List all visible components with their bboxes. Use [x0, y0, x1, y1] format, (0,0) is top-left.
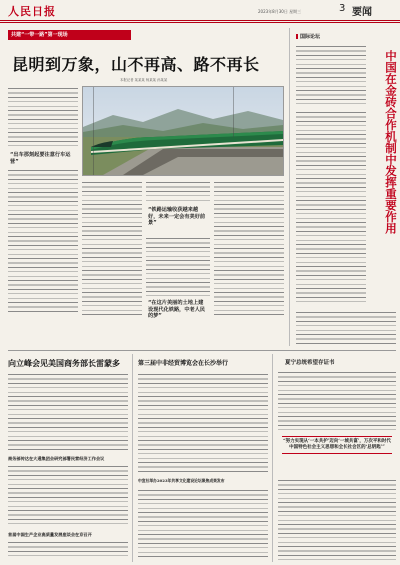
masthead-rule-thin — [0, 22, 400, 23]
series-tag: 共建“一带一路”第一现场 — [8, 30, 131, 40]
section-label: 国际论坛 — [300, 34, 321, 40]
bottom-divider-1 — [132, 354, 133, 562]
column-divider — [289, 28, 290, 346]
section-marker — [296, 34, 298, 39]
bottom-text-1 — [8, 372, 128, 452]
subhead-3: “在这片美丽的土地上建设现代化铁路，中老人民的梦” — [148, 300, 206, 320]
subhead-2: “铁路运输收获越来越好，未来一定会有美好前景” — [148, 207, 206, 227]
issue-date: 2023年8月30日 星期三 — [258, 9, 302, 14]
pull-quote-text: “努力实现从‘一本共护’迈向‘一城共富’，万次平和时代中国特色社会主义思想和全长社会区的‘总钥匙’” — [283, 439, 391, 451]
article-column-2b — [146, 236, 210, 296]
right-body-text — [296, 110, 366, 305]
article-column-2a — [146, 180, 210, 204]
bottom-small-head-2: 中宣社举办2023年共享文化建设论坛聚焦成果发布 — [138, 478, 225, 483]
bottom-text-3b — [278, 478, 396, 560]
bottom-text-2b — [138, 488, 268, 560]
page-section: 要闻 — [352, 7, 372, 18]
bottom-headline-2: 第三届中非经贸博览会在长沙举行 — [138, 360, 229, 367]
subhead-1: “出车那刻起要注意行车运营” — [10, 152, 71, 165]
bottom-text-1b — [8, 464, 128, 524]
article-column-1 — [82, 180, 142, 315]
right-intro-text — [296, 44, 366, 104]
bottom-text-1c — [8, 540, 128, 560]
article-column-3 — [214, 180, 284, 315]
bottom-small-head-1: 商务部传达在大通集团会研究部署民营经济工作会议 — [8, 456, 105, 461]
bottom-divider-2 — [272, 354, 273, 562]
page-number: 3 — [339, 3, 346, 14]
bottom-text-2 — [138, 372, 268, 472]
vertical-title: 中国在金砖合作机制中发挥重要作用 — [384, 50, 398, 234]
right-lower-text — [296, 310, 396, 346]
main-headline: 昆明到万象，山不再高、路不再长 — [12, 55, 260, 74]
section-divider — [8, 350, 396, 351]
masthead-rule — [0, 20, 400, 21]
byline: 本报记者 某某某 杨某某 孙某某 — [120, 78, 168, 82]
bottom-text-3 — [278, 370, 396, 430]
bottom-small-head-3: 首届中国生产企业高质量发展座谈会在京召开 — [8, 532, 92, 537]
pull-quote — [282, 436, 392, 454]
bottom-headline-1: 向立峰会见美国商务部长雷蒙多 — [8, 358, 120, 368]
newspaper-logo: 人民日报 — [8, 5, 56, 18]
bottom-headline-3: 夏宁总统希望存证书 — [285, 360, 335, 366]
intro-column — [8, 86, 78, 146]
text-block — [8, 168, 78, 313]
train-photo — [82, 86, 284, 176]
